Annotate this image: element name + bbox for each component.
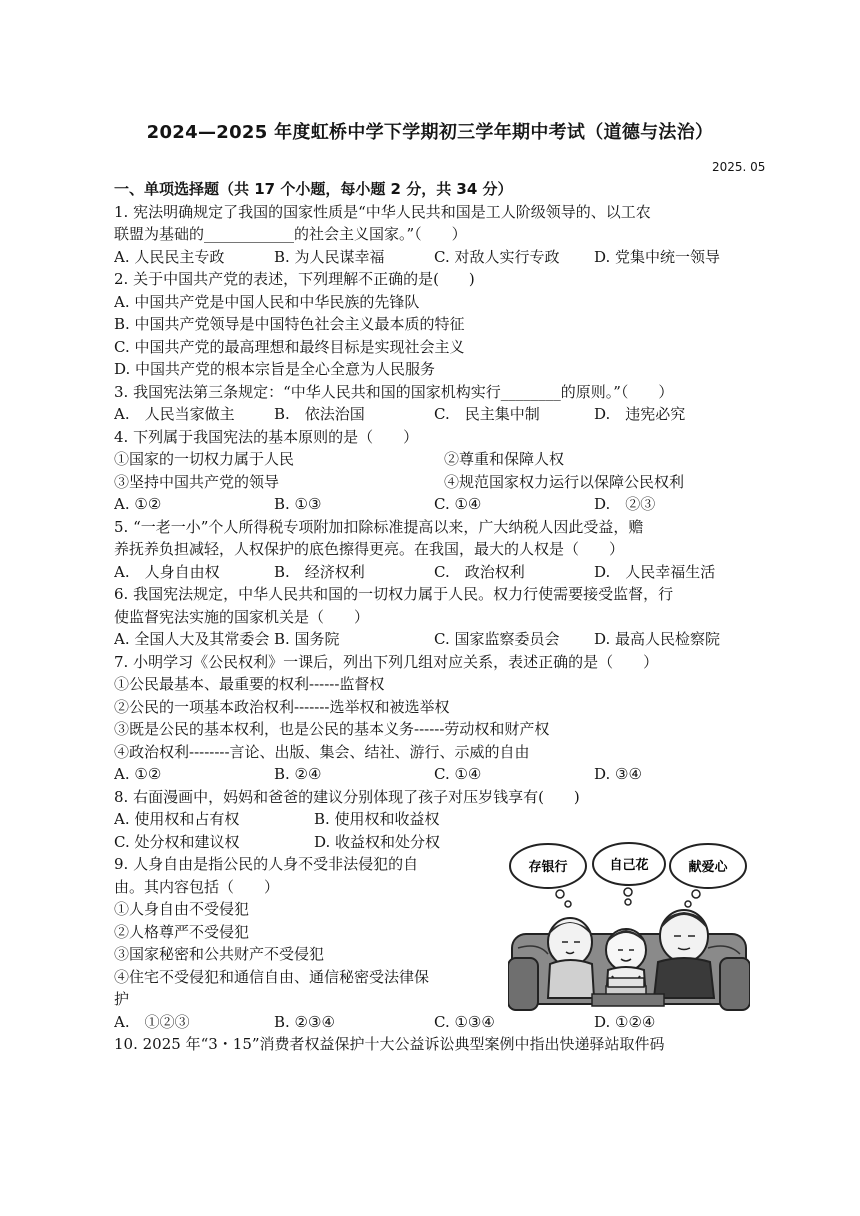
question-1	[114, 201, 754, 269]
option-a[interactable]: A. 全国人大及其常委会	[114, 630, 270, 648]
statement-3: ③国家秘密和公共财产不受侵犯	[114, 945, 325, 963]
option-a[interactable]: A. ①②	[114, 765, 162, 783]
option-c[interactable]: C. ①④	[434, 495, 482, 513]
option-b[interactable]: B. ②③④	[274, 1012, 335, 1031]
section-heading: 一、单项选择题（共 17 个小题，每小题 2 分，共 34 分）	[114, 180, 513, 198]
options-row	[114, 246, 754, 269]
statement-3: ③坚持中国共产党的领导	[114, 472, 280, 491]
option-c[interactable]: C. 民主集中制	[434, 405, 540, 423]
options-row	[114, 561, 754, 584]
question-stem: 使监督宪法实施的国家机关是（ ）	[114, 607, 370, 626]
option-a[interactable]: A. ①②③	[114, 1012, 190, 1031]
statement-row	[114, 471, 754, 494]
option-b[interactable]: B. ①③	[274, 495, 322, 513]
option-d[interactable]: D. 收益权和处分权	[314, 832, 441, 851]
question-5	[114, 516, 754, 584]
statement-3: ③既是公民的基本权利，也是公民的基本义务------劳动权和财产权	[114, 720, 550, 738]
option-c[interactable]: C. ①④	[434, 765, 482, 783]
options-row	[114, 831, 474, 854]
option-a[interactable]: A. 人身自由权	[114, 562, 220, 581]
question-stem: 联盟为基础的____________的社会主义国家。”（ ）	[114, 225, 467, 243]
statement-4: ④政治权利--------言论、出版、集会、结社、游行、示威的自由	[114, 742, 530, 761]
question-stem: 5. “一老一小”个人所得税专项附加扣除标准提高以来，广大纳税人因此受益，赡	[114, 517, 644, 536]
question-6	[114, 583, 754, 651]
option-a[interactable]: A. 人民民主专政	[114, 247, 225, 266]
statement-2: ②人格尊严不受侵犯	[114, 922, 250, 941]
statement-row	[114, 448, 754, 471]
option-d[interactable]: D. ①②④	[594, 1012, 656, 1031]
option-b[interactable]: B. 中国共产党领导是中国特色社会主义最本质的特征	[114, 315, 465, 333]
option-d[interactable]: D. 违宪必究	[594, 405, 686, 423]
option-a[interactable]: A. 使用权和占有权	[114, 810, 240, 828]
statement-4-cont: 护	[114, 990, 130, 1008]
exam-date: 2025. 05	[712, 160, 766, 174]
option-a[interactable]: A. ①②	[114, 495, 162, 513]
thought-bubble-2	[593, 843, 665, 905]
options-row	[114, 403, 754, 426]
question-stem: 2. 关于中国共产党的表述，下列理解不正确的是( )	[114, 270, 475, 288]
option-b[interactable]: B. 为人民谋幸福	[274, 247, 385, 266]
question-stem: 4. 下列属于我国宪法的基本原则的是（ ）	[114, 427, 419, 446]
options-row	[114, 628, 754, 651]
thought-bubble-3	[670, 844, 746, 907]
option-d[interactable]: D. 中国共产党的根本宗旨是全心全意为人民服务	[114, 360, 436, 378]
option-d[interactable]: D. 人民幸福生活	[594, 562, 716, 581]
question-stem: 8. 右面漫画中，妈妈和爸爸的建议分别体现了孩子对压岁钱享有( )	[114, 787, 580, 806]
family-comic-drawing	[508, 838, 750, 1014]
option-b[interactable]: B. ②④	[274, 765, 322, 783]
question-stem: 1. 宪法明确规定了我国的国家性质是“中华人民共和国是工人阶级领导的、以工农	[114, 202, 651, 221]
option-b[interactable]: B. 经济权利	[274, 562, 365, 581]
statement-2: ②公民的一项基本政治权利-------选举权和被选举权	[114, 697, 450, 716]
option-c[interactable]: C. 政治权利	[434, 562, 525, 581]
question-stem: 养抚养负担减轻，人权保护的底色擦得更亮。在我国，最大的人权是（ ）	[114, 540, 625, 558]
statement-1: ①公民最基本、最重要的权利------监督权	[114, 675, 385, 693]
options-row	[114, 808, 474, 831]
option-c[interactable]: C. 对敌人实行专政	[434, 247, 560, 266]
option-c[interactable]: C. ①③④	[434, 1012, 495, 1031]
question-stem: 9. 人身自由是指公民的人身不受非法侵犯的自	[114, 855, 419, 873]
option-d[interactable]: D. 最高人民检察院	[594, 630, 721, 648]
question-3	[114, 381, 754, 426]
bubble-text: 自己花	[609, 858, 649, 873]
thought-bubble-1	[510, 844, 586, 907]
question-2	[114, 268, 754, 381]
comic-illustration	[508, 838, 750, 1014]
question-7	[114, 651, 754, 786]
option-c[interactable]: C. 中国共产党的最高理想和最终目标是实现社会主义	[114, 337, 465, 356]
option-a[interactable]: A. 人民当家做主	[114, 405, 235, 423]
question-stem: 3. 我国宪法第三条规定：“中华人民共和国的国家机构实行________的原则。”（ ）	[114, 382, 674, 401]
statement-1: ①人身自由不受侵犯	[114, 900, 250, 918]
statement-4: ④住宅不受侵犯和通信自由、通信秘密受法律保	[114, 967, 430, 986]
exam-title: 2024—2025 年度虹桥中学下学期初三学年期中考试（道德与法治）	[146, 122, 714, 143]
option-c[interactable]: C. 处分权和建议权	[114, 832, 240, 851]
statement-4: ④规范国家权力运行以保障公民权利	[444, 472, 685, 491]
statement-2: ②尊重和保障人权	[444, 450, 565, 468]
option-d[interactable]: D. ②③	[594, 495, 656, 513]
option-b[interactable]: B. 使用权和收益权	[314, 810, 440, 828]
option-d[interactable]: D. 党集中统一领导	[594, 247, 721, 266]
bubble-text: 存银行	[528, 860, 568, 875]
option-b[interactable]: B. 依法治国	[274, 405, 365, 423]
statement-1: ①国家的一切权力属于人民	[114, 450, 295, 468]
option-c[interactable]: C. 国家监察委员会	[434, 630, 560, 648]
question-stem: 7. 小明学习《公民权利》一课后，列出下列几组对应关系，表述正确的是（ ）	[114, 652, 659, 671]
options-row	[114, 763, 754, 786]
question-4	[114, 426, 754, 516]
option-d[interactable]: D. ③④	[594, 765, 642, 783]
question-10	[114, 1033, 754, 1056]
question-stem: 由。其内容包括（ ）	[114, 877, 280, 896]
question-stem: 10. 2025 年“3・15”消费者权益保护十大公益诉讼典型案例中指出快递驿站取件码	[114, 1035, 665, 1053]
bubble-text: 献爱心	[688, 860, 728, 875]
question-stem: 6. 我国宪法规定，中华人民共和国的一切权力属于人民。权力行使需要接受监督，行	[114, 585, 674, 603]
mother-figure	[548, 918, 594, 998]
options-row	[114, 493, 754, 516]
option-a[interactable]: A. 中国共产党是中国人民和中华民族的先锋队	[114, 292, 420, 311]
option-b[interactable]: B. 国务院	[274, 630, 340, 648]
